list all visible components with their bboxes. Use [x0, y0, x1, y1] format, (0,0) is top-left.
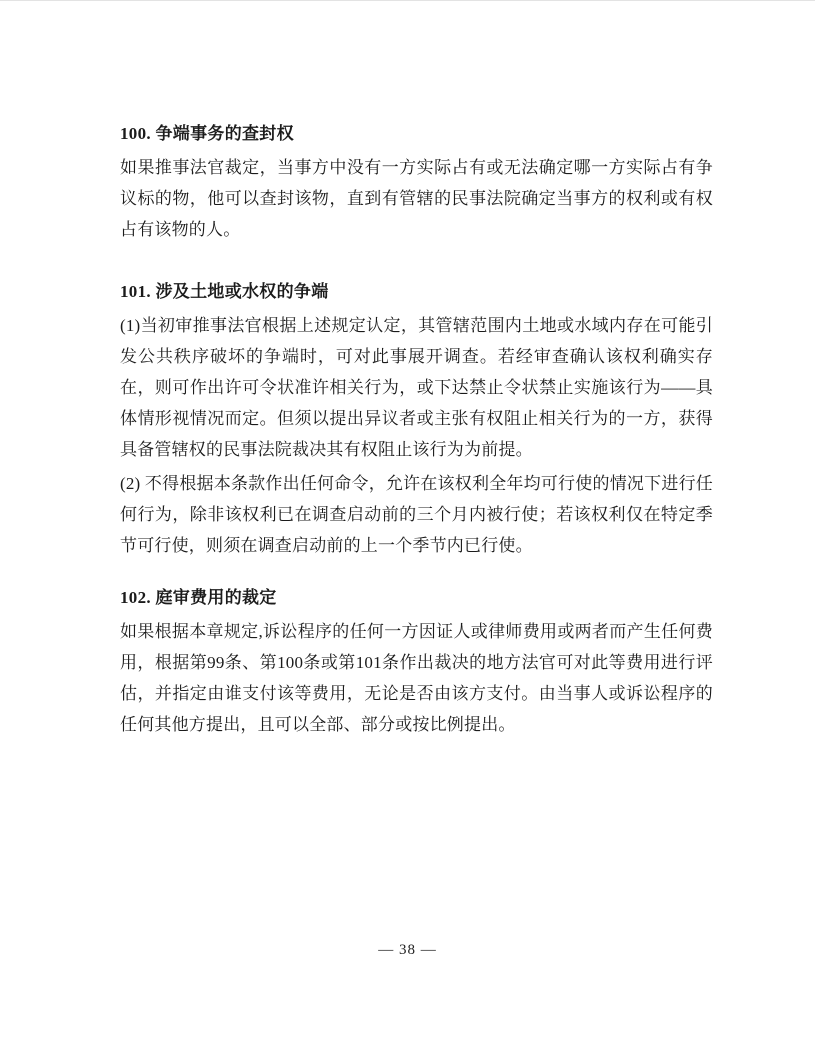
page-number: — 38 —: [378, 942, 437, 958]
section-102: [120, 582, 713, 740]
section-100: [120, 118, 713, 245]
section-100-heading: 100. 争端事务的查封权: [120, 124, 294, 143]
section-101: [120, 276, 713, 561]
section-101-paragraph-2: (2) 不得根据本条款作出任何命令，允许在该权利全年均可行使的情况下进行任何行为，除非该权利已在调查启动前的三个月内被行使；若该权利仅在特定季节可行使，则须在调查启动前的上一个季节内已行使。: [120, 474, 713, 555]
section-102-paragraph: 如果根据本章规定,诉讼程序的任何一方因证人或律师费用或两者而产生任何费用，根据第99条、第100条或第101条作出裁决的地方法官可对此等费用进行评估，并指定由谁支付该等费用，无论是否由该方支付。由当事人或诉讼程序的任何其他方提出，且可以全部、部分或按比例提出。: [120, 622, 713, 734]
section-101-paragraph-1: (1)当初审推事法官根据上述规定认定，其管辖范围内土地或水域内存在可能引发公共秩序破坏的争端时，可对此事展开调查。若经审查确认该权利确实存在，则可作出许可令状准许相关行为，或下达禁止令状禁止实施该行为——具体情形视情况而定。但须以提出异议者或主张有权阻止相关行为的一方，获得具备管辖权的民事法院裁决其有权阻止该行为为前提。: [120, 316, 713, 459]
section-101-heading: 101. 涉及土地或水权的争端: [120, 282, 329, 301]
section-102-heading: 102. 庭审费用的裁定: [120, 588, 277, 607]
section-100-paragraph: 如果推事法官裁定，当事方中没有一方实际占有或无法确定哪一方实际占有争议标的物，他可以查封该物，直到有管辖的民事法院确定当事方的权利或有权占有该物的人。: [120, 158, 713, 239]
